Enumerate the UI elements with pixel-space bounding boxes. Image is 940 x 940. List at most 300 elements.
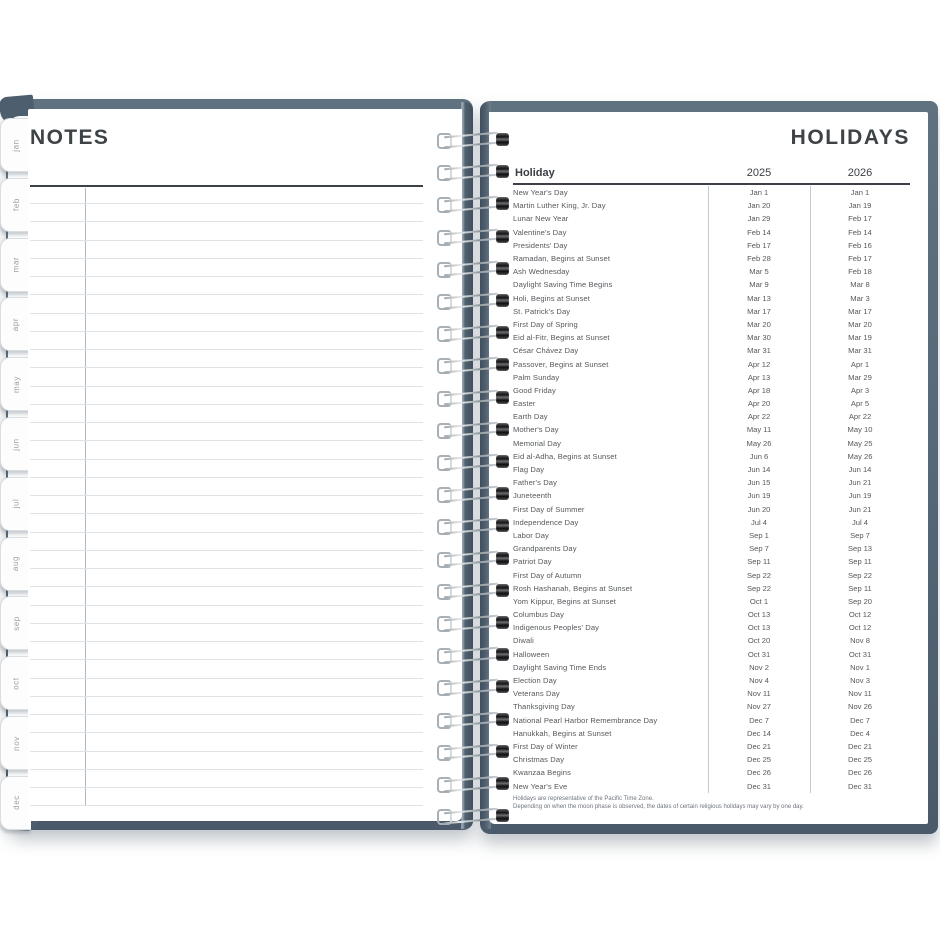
table-row (513, 410, 910, 423)
month-tab-sep (0, 596, 31, 650)
date-2025: Oct 31 (747, 649, 771, 659)
binding-wire (444, 164, 498, 171)
month-tab-label: sep (11, 616, 21, 631)
holiday-name: Father's Day (513, 478, 558, 488)
table-row (513, 463, 910, 476)
binding-loop (437, 164, 509, 180)
table-row (513, 503, 910, 516)
date-2025: Mar 20 (747, 319, 771, 329)
footnote-line: Holidays are representative of the Pacific Time Zone. (513, 796, 654, 802)
notes-header-rule (30, 185, 423, 187)
ruled-line (30, 258, 423, 259)
binding-wire (444, 615, 498, 622)
holidays-page-title: HOLIDAYS (790, 126, 910, 149)
month-tab-label: apr (11, 317, 21, 332)
date-2025: Feb 28 (747, 254, 771, 264)
month-tab-jul (0, 477, 31, 531)
date-2026: Sep 11 (848, 583, 872, 593)
ruled-line (30, 714, 423, 715)
binding-wire (444, 173, 498, 180)
ruled-line (30, 422, 423, 423)
table-row (513, 252, 910, 265)
binding-loop (437, 744, 509, 760)
holiday-name: Lunar New Year (513, 214, 569, 224)
date-2026: Mar 17 (848, 306, 872, 316)
date-2026: Oct 31 (848, 649, 872, 659)
date-2025: Mar 9 (749, 280, 769, 290)
ruled-line (30, 659, 423, 660)
date-2025: Apr 20 (747, 399, 771, 409)
ruled-line (30, 696, 423, 697)
date-2025: Mar 30 (747, 333, 771, 343)
column-header-2025: 2025 (746, 167, 772, 179)
ruled-line (30, 605, 423, 606)
table-row (513, 648, 910, 661)
ruled-line (30, 641, 423, 642)
date-2025: Mar 13 (747, 293, 771, 303)
date-2026: Jan 1 (850, 188, 870, 198)
month-tab-label: dec (11, 795, 21, 811)
holiday-name: Valentine's Day (513, 227, 567, 237)
table-row (513, 278, 910, 291)
ruled-line (30, 787, 423, 788)
table-row (513, 318, 910, 331)
holiday-name: Flag Day (513, 465, 545, 475)
date-2025: Jun 20 (747, 504, 771, 514)
holiday-name: Veterans Day (513, 689, 560, 699)
holidays-header-rule (513, 183, 910, 185)
column-header-holiday: Holiday (515, 167, 555, 179)
date-2025: Dec 26 (746, 768, 772, 778)
date-2025: Jun 14 (747, 465, 771, 475)
holiday-name: Thanksgiving Day (513, 702, 575, 712)
table-row (513, 714, 910, 727)
binding-loop (437, 325, 509, 341)
binding-wire (444, 582, 498, 589)
date-2025: Nov 27 (746, 702, 772, 712)
date-2026: Nov 3 (850, 676, 870, 686)
binding-wire (444, 270, 498, 277)
holiday-name: First Day of Autumn (513, 570, 582, 580)
date-2026: Jan 19 (848, 201, 872, 211)
date-2026: Feb 17 (848, 254, 872, 264)
binding-wire (444, 141, 498, 148)
holidays-footnotes (513, 796, 913, 811)
notes-page-title: NOTES (30, 126, 110, 149)
binding-loop (437, 808, 509, 824)
holiday-name: Indigenous Peoples' Day (513, 623, 600, 633)
date-2026: Dec 7 (850, 715, 870, 725)
holiday-name: National Pearl Harbor Remembrance Day (513, 715, 658, 725)
ruled-line (30, 203, 423, 204)
date-2026: Feb 17 (848, 214, 872, 224)
date-2025: Jun 15 (747, 478, 771, 488)
table-row (513, 661, 910, 674)
table-row (513, 331, 910, 344)
ruled-line (30, 276, 423, 277)
binding-wire (444, 679, 498, 686)
table-row (513, 542, 910, 555)
binding-wire (444, 647, 498, 654)
date-2026: Feb 14 (848, 227, 872, 237)
date-2025: Feb 17 (747, 240, 771, 250)
date-2026: Apr 5 (850, 399, 870, 409)
holiday-name: Eid al-Fitr, Begins at Sunset (513, 333, 610, 343)
holiday-name: Passover, Begins at Sunset (513, 359, 609, 369)
month-tab-label: may (11, 375, 21, 393)
binding-wire (444, 293, 498, 300)
ruled-line (30, 221, 423, 222)
date-2025: Mar 5 (749, 267, 769, 277)
table-row (513, 766, 910, 779)
date-2026: Jun 21 (848, 478, 872, 488)
date-2026: Mar 29 (848, 372, 872, 382)
holiday-name: Holi, Begins at Sunset (513, 293, 590, 303)
holiday-name: Yom Kippur, Begins at Sunset (513, 596, 616, 606)
date-2025: Jan 29 (747, 214, 771, 224)
holiday-name: Earth Day (513, 412, 548, 422)
ruled-line (30, 404, 423, 405)
ruled-line (30, 349, 423, 350)
month-tab-may (0, 357, 31, 411)
table-row (513, 265, 910, 278)
table-row (513, 674, 910, 687)
ruled-line (30, 240, 423, 241)
month-tab-label: nov (11, 735, 21, 751)
holiday-name: Daylight Saving Time Ends (513, 662, 607, 672)
table-row (513, 634, 910, 647)
binding-wire (444, 196, 498, 203)
holiday-name: St. Patrick's Day (513, 306, 571, 316)
date-2026: Sep 20 (847, 596, 873, 606)
binding-wire (444, 132, 498, 139)
binding-wire (444, 560, 498, 567)
ruled-line (30, 313, 423, 314)
holiday-name: Memorial Day (513, 438, 562, 448)
footnote-line: Depending on when the moon phase is observed, the dates of certain religious holidays may vary by one day. (513, 803, 804, 810)
table-row (513, 226, 910, 239)
holiday-name: New Year's Day (513, 188, 568, 198)
binding-loop (437, 679, 509, 695)
holiday-name: New Year's Eve (513, 781, 568, 791)
ruled-line (30, 386, 423, 387)
date-2026: Jun 14 (848, 465, 872, 475)
binding-wire (444, 463, 498, 470)
binding-wire (444, 776, 498, 783)
table-row (513, 568, 910, 581)
ruled-line (30, 623, 423, 624)
date-2025: Nov 4 (749, 676, 769, 686)
date-2025: Dec 25 (746, 755, 772, 765)
binding-loop (437, 583, 509, 599)
month-tab-label: mar (11, 256, 21, 273)
date-2026: Mar 20 (848, 319, 872, 329)
date-2026: Dec 25 (847, 755, 873, 765)
date-2025: May 11 (746, 425, 772, 435)
binding-loop (437, 551, 509, 567)
ruled-line (30, 732, 423, 733)
ruled-line (30, 495, 423, 496)
binding-wire (444, 325, 498, 332)
date-2026: Oct 12 (848, 610, 872, 620)
binding-wire (444, 808, 498, 815)
date-2026: Dec 21 (847, 741, 873, 751)
binding-loop (437, 422, 509, 438)
ruled-line (30, 294, 423, 295)
binding-loop (437, 390, 509, 406)
binding-wire (444, 431, 498, 438)
date-2025: Dec 21 (746, 741, 772, 751)
binding-loop (437, 518, 509, 534)
table-row (513, 384, 910, 397)
column-header-2026: 2026 (847, 167, 873, 179)
month-tab-label: oct (11, 676, 21, 690)
date-2025: Oct 20 (747, 636, 771, 646)
holiday-name: Diwali (513, 636, 534, 646)
date-2025: Dec 31 (746, 781, 772, 791)
binding-loop (437, 647, 509, 663)
ruled-line (30, 751, 423, 752)
table-row (513, 186, 910, 199)
month-tab-jan (0, 118, 31, 172)
holiday-name: Election Day (513, 676, 557, 686)
holiday-name: Juneteenth (513, 491, 552, 501)
binding-loop (437, 132, 509, 148)
month-tab-apr (0, 297, 31, 351)
binding-wire (444, 357, 498, 364)
ruled-line (30, 805, 423, 806)
holiday-name: Patriot Day (513, 557, 552, 567)
date-2025: Oct 13 (747, 623, 771, 633)
date-2025: Feb 14 (747, 227, 771, 237)
binding-wire (444, 389, 498, 396)
binding-wire (444, 454, 498, 461)
holiday-name: Daylight Saving Time Begins (513, 280, 613, 290)
date-2025: Sep 22 (746, 570, 772, 580)
holiday-name: Hanukkah, Begins at Sunset (513, 728, 612, 738)
table-row (513, 292, 910, 305)
ruled-line (30, 586, 423, 587)
binding-wire (444, 228, 498, 235)
month-tab-label: jan (11, 138, 21, 152)
table-row (513, 437, 910, 450)
holiday-name: Grandparents Day (513, 544, 577, 554)
binding-wire (444, 785, 498, 792)
month-tab-oct (0, 656, 31, 710)
holiday-name: Presidents' Day (513, 240, 568, 250)
table-row (513, 212, 910, 225)
holiday-name: Martin Luther King, Jr. Day (513, 201, 606, 211)
binding-wire (444, 817, 498, 824)
binding-wire (444, 206, 498, 213)
date-2026: Nov 8 (850, 636, 870, 646)
date-2026: May 10 (847, 425, 873, 435)
date-2026: May 25 (847, 438, 873, 448)
binding-wire (444, 656, 498, 663)
table-row (513, 199, 910, 212)
binding-loop (437, 357, 509, 373)
date-2026: Sep 7 (850, 530, 870, 540)
date-2026: Mar 8 (850, 280, 870, 290)
binding-loop (437, 261, 509, 277)
binding-loop (437, 293, 509, 309)
binding-wire (444, 421, 498, 428)
table-row (513, 779, 910, 792)
date-2026: Jul 4 (851, 517, 869, 527)
date-2025: Apr 13 (747, 372, 771, 382)
binding-wire (444, 753, 498, 760)
date-2026: Dec 26 (847, 768, 873, 778)
date-2026: Mar 19 (848, 333, 872, 343)
binding-wire (444, 334, 498, 341)
ruled-line (30, 367, 423, 368)
date-2026: Feb 16 (848, 240, 872, 250)
month-tab-nov (0, 716, 31, 770)
holiday-name: Good Friday (513, 385, 556, 395)
binding-loop (437, 712, 509, 728)
date-2025: Mar 31 (747, 346, 771, 356)
date-2026: Feb 18 (848, 267, 872, 277)
holiday-name: First Day of Summer (513, 504, 585, 514)
holiday-name: Eid al-Adha, Begins at Sunset (513, 451, 617, 461)
binding-wire (444, 743, 498, 750)
date-2026: Apr 22 (848, 412, 872, 422)
date-2025: Apr 18 (747, 385, 771, 395)
date-2026: Nov 1 (850, 662, 870, 672)
binding-wire (444, 592, 498, 599)
table-row (513, 687, 910, 700)
table-row (513, 727, 910, 740)
binding-wire (444, 550, 498, 557)
holiday-name: Easter (513, 399, 536, 409)
date-2026: Apr 1 (850, 359, 870, 369)
binding-wire (444, 260, 498, 267)
holiday-name: First Day of Spring (513, 319, 578, 329)
ruled-line (30, 532, 423, 533)
date-2026: Mar 3 (850, 293, 870, 303)
date-2026: Oct 12 (848, 623, 872, 633)
date-2026: Sep 22 (847, 570, 873, 580)
date-2026: Sep 13 (847, 544, 873, 554)
month-tab-feb (0, 178, 31, 232)
date-2026: Nov 26 (847, 702, 873, 712)
date-2025: Oct 1 (749, 596, 769, 606)
date-2025: Oct 13 (747, 610, 771, 620)
table-row (513, 357, 910, 370)
date-2025: Apr 12 (747, 359, 771, 369)
table-row (513, 371, 910, 384)
date-2025: Mar 17 (747, 306, 771, 316)
date-2025: Dec 7 (749, 715, 769, 725)
date-2025: Nov 2 (749, 662, 769, 672)
date-2025: Sep 22 (746, 583, 772, 593)
date-2025: May 26 (746, 438, 772, 448)
month-tab-dec (0, 776, 31, 830)
binding-loop (437, 486, 509, 502)
ruled-line (30, 678, 423, 679)
date-2026: Nov 11 (848, 689, 872, 699)
holiday-name: Ramadan, Begins at Sunset (513, 254, 611, 264)
ruled-line (30, 477, 423, 478)
date-2025: Jun 19 (747, 491, 771, 501)
binding-wire (444, 624, 498, 631)
date-2026: Dec 4 (850, 728, 870, 738)
ruled-line (30, 513, 423, 514)
binding-wire (444, 486, 498, 493)
month-tab-label: jul (11, 498, 21, 509)
date-2026: Sep 11 (848, 557, 872, 567)
table-row (513, 450, 910, 463)
date-2026: Dec 31 (847, 781, 873, 791)
table-row (513, 397, 910, 410)
date-2026: May 26 (847, 451, 873, 461)
holiday-name: Mother's Day (513, 425, 559, 435)
table-row (513, 239, 910, 252)
table-row (513, 621, 910, 634)
table-row (513, 476, 910, 489)
holiday-name: Palm Sunday (513, 372, 560, 382)
table-row (513, 529, 910, 542)
holiday-name: First Day of Winter (513, 741, 578, 751)
month-tab-mar (0, 238, 31, 292)
holiday-name: Labor Day (513, 530, 549, 540)
binding-wire (444, 399, 498, 406)
binding-wire (444, 689, 498, 696)
table-row (513, 489, 910, 502)
holiday-name: Ash Wednesday (513, 267, 570, 277)
holiday-name: Independence Day (513, 517, 579, 527)
table-row (513, 555, 910, 568)
holidays-table (513, 186, 910, 793)
binding-wire (444, 367, 498, 374)
binding-wire (444, 302, 498, 309)
ruled-line (30, 568, 423, 569)
date-2025: Sep 11 (747, 557, 771, 567)
table-row (513, 740, 910, 753)
month-tab-label: jun (11, 437, 21, 451)
date-2025: Jan 1 (749, 188, 769, 198)
binding-loop (437, 776, 509, 792)
table-row (513, 595, 910, 608)
month-tab-label: feb (11, 198, 21, 212)
table-row (513, 344, 910, 357)
date-2025: Nov 11 (747, 689, 771, 699)
binding-wire (444, 238, 498, 245)
binding-loop (437, 229, 509, 245)
date-2025: Jan 20 (747, 201, 771, 211)
date-2025: Jul 4 (750, 517, 768, 527)
table-row (513, 582, 910, 595)
binding-wire (444, 495, 498, 502)
table-row (513, 516, 910, 529)
date-2026: Jun 19 (848, 491, 872, 501)
table-row (513, 423, 910, 436)
binding-wire (444, 721, 498, 728)
table-row (513, 700, 910, 713)
month-tab-label: aug (11, 556, 21, 572)
holiday-name: Rosh Hashanah, Begins at Sunset (513, 583, 633, 593)
binding-loop (437, 615, 509, 631)
holiday-name: Columbus Day (513, 610, 565, 620)
binding-wire (444, 518, 498, 525)
ruled-line (30, 769, 423, 770)
date-2025: Sep 7 (749, 544, 769, 554)
ruled-line (30, 459, 423, 460)
table-row (513, 608, 910, 621)
date-2025: Dec 14 (746, 728, 772, 738)
holiday-name: Christmas Day (513, 755, 565, 765)
table-row (513, 753, 910, 766)
